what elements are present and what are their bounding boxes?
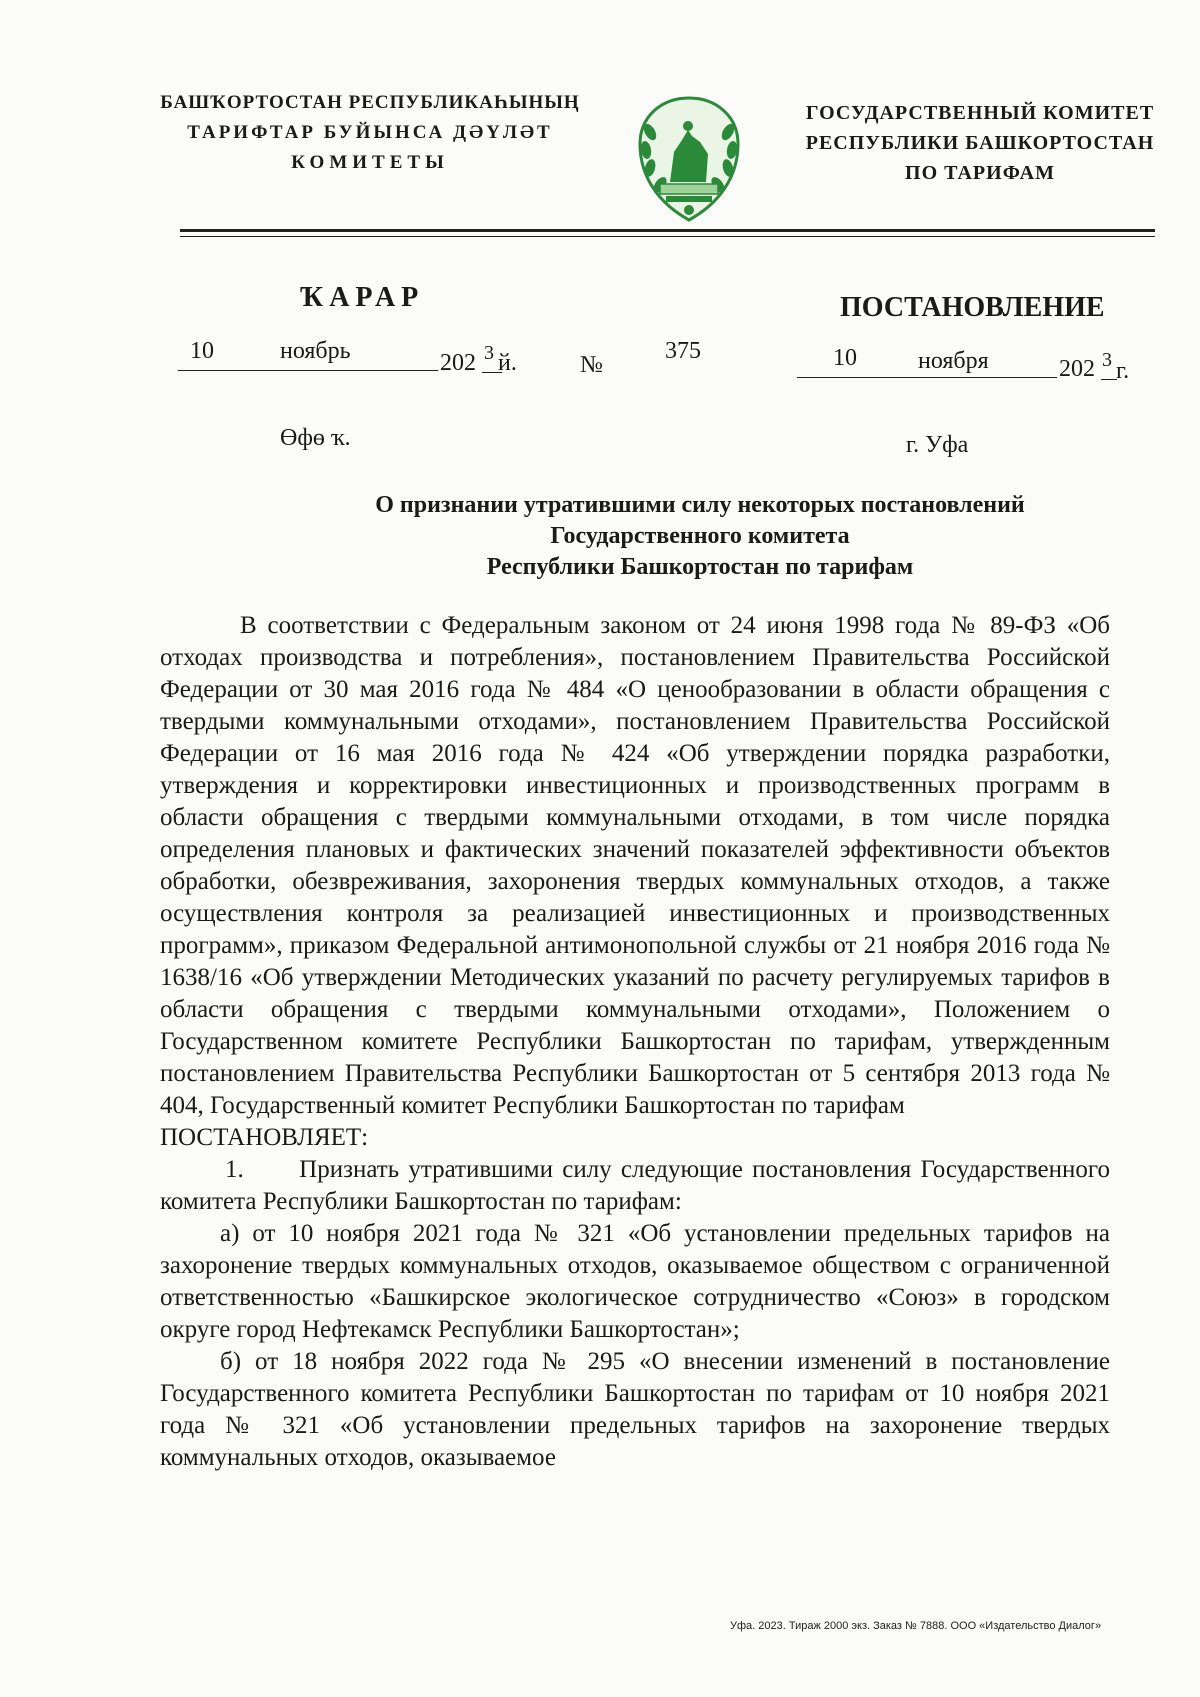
date-left-year-prefix: 202 — [440, 350, 476, 376]
issuer-bashkir-line-1: БАШҠОРТОСТАН РЕСПУБЛИКАҺЫНЫҢ — [160, 92, 580, 113]
date-left-day: 10 — [190, 338, 214, 364]
date-left-suffix: й. — [498, 350, 517, 376]
heading-line-1: О признании утратившими силу некоторых постановлений — [375, 492, 1025, 518]
date-right-year-digit: 3 — [1102, 349, 1112, 371]
issuer-russian-line-3: ПО ТАРИФАМ — [905, 162, 1055, 184]
city-russian: г. Уфа — [906, 432, 969, 458]
number-value: 375 — [665, 338, 701, 364]
document-body — [160, 610, 1110, 1474]
date-right-day: 10 — [833, 345, 857, 371]
doc-type-russian: ПОСТАНОВЛЕНИЕ — [840, 292, 1105, 323]
issuer-name-russian — [790, 98, 1170, 188]
date-right-year-underline — [1101, 379, 1117, 380]
point-1-text: Признать утратившими силу следующие постановления Государственного комитета Республики Башкортостан по тарифам: — [160, 1156, 1110, 1215]
date-left-underline — [178, 370, 438, 371]
date-right-underline — [797, 377, 1057, 378]
heading-line-2: Государственного комитета — [550, 523, 850, 549]
issuer-name-bashkir — [150, 88, 590, 178]
heading-line-3: Республики Башкортостан по тарифам — [486, 554, 914, 580]
number-sign: № — [580, 352, 603, 378]
issuer-russian-line-1: ГОСУДАРСТВЕННЫЙ КОМИТЕТ — [805, 102, 1155, 124]
date-right-suffix: г. — [1116, 358, 1130, 384]
date-left-month: ноябрь — [280, 338, 351, 364]
header-rule-thin — [180, 236, 1155, 237]
print-footer: Уфа. 2023. Тираж 2000 экз. Заказ № 7888. ООО «Издательство Диалог» — [730, 1620, 1102, 1632]
date-left-year-digit: 3 — [484, 342, 494, 364]
decree-word: ПОСТАНОВЛЯЕТ: — [160, 1124, 369, 1151]
coat-of-arms-icon — [630, 92, 748, 228]
date-right-month: ноября — [918, 348, 989, 374]
city-bashkir: Өфө ҡ. — [280, 425, 351, 451]
item-a-paragraph: а) от 10 ноября 2021 года № 321 «Об установлении предельных тарифов на захоронение твердых коммунальных отходов, оказываемое обществом с ограниченной ответственностью «Башкирское экологическое сотрудничество «Союз» в городском округе город Нефтекамск Республики Башкортостан»; — [160, 1220, 1110, 1343]
issuer-bashkir-line-3: КОМИТЕТЫ — [291, 152, 449, 173]
preamble-paragraph: В соответствии с Федеральным законом от 24 июня 1998 года № 89-ФЗ «Об отходах производства и потребления», постановлением Правительства Российской Федерации от 30 мая 2016 года № 484 «О ценообразовании в области обращения с твердыми коммунальными отходами», постановлением Правительства Российской Федерации от 16 мая 2016 года № 424 «Об утверждении порядка разработки, утверждения и корректировки инвестиционных и производственных программ в области обращения с твердыми коммунальными отходами, в том числе порядка определения плановых и фактических значений показателей эффективности объектов обработки, обезвреживания, захоронения твердых коммунальных отходов, а также осуществления контроля за реализацией инвестиционных и производственных программ», приказом Федеральной антимонопольной службы от 21 ноября 2016 года № 1638/16 «Об утверждении Методических указаний по расчету регулируемых тарифов в области обращения с твердыми коммунальными отходами», Положением о Государственном комитете Республики Башкортостан по тарифам, утвержденным постановлением Правительства Республики Башкортостан от 5 сентября 2013 года № 404, Государственный комитет Республики Башкортостан по тарифам — [160, 612, 1110, 1119]
point-1-number: 1. — [225, 1156, 244, 1183]
item-b-paragraph: б) от 18 ноября 2022 года № 295 «О внесении изменений в постановление Государственного комитета Республики Башкортостан по тарифам от 10 ноября 2021 года № 321 «Об установлении предельных тарифов на захоронение твердых коммунальных отходов, оказываемое — [160, 1348, 1110, 1471]
issuer-bashkir-line-2: ТАРИФТАР БУЙЫНСА ДӘҮЛӘТ — [187, 122, 553, 143]
point-1-paragraph — [160, 1154, 1110, 1218]
date-right-year-prefix: 202 — [1059, 356, 1095, 382]
document-heading — [310, 490, 1090, 583]
header-rule-thick — [180, 229, 1155, 232]
doc-type-bashkir: ҠАРАР — [300, 282, 425, 313]
issuer-russian-line-2: РЕСПУБЛИКИ БАШКОРТОСТАН — [805, 132, 1155, 154]
